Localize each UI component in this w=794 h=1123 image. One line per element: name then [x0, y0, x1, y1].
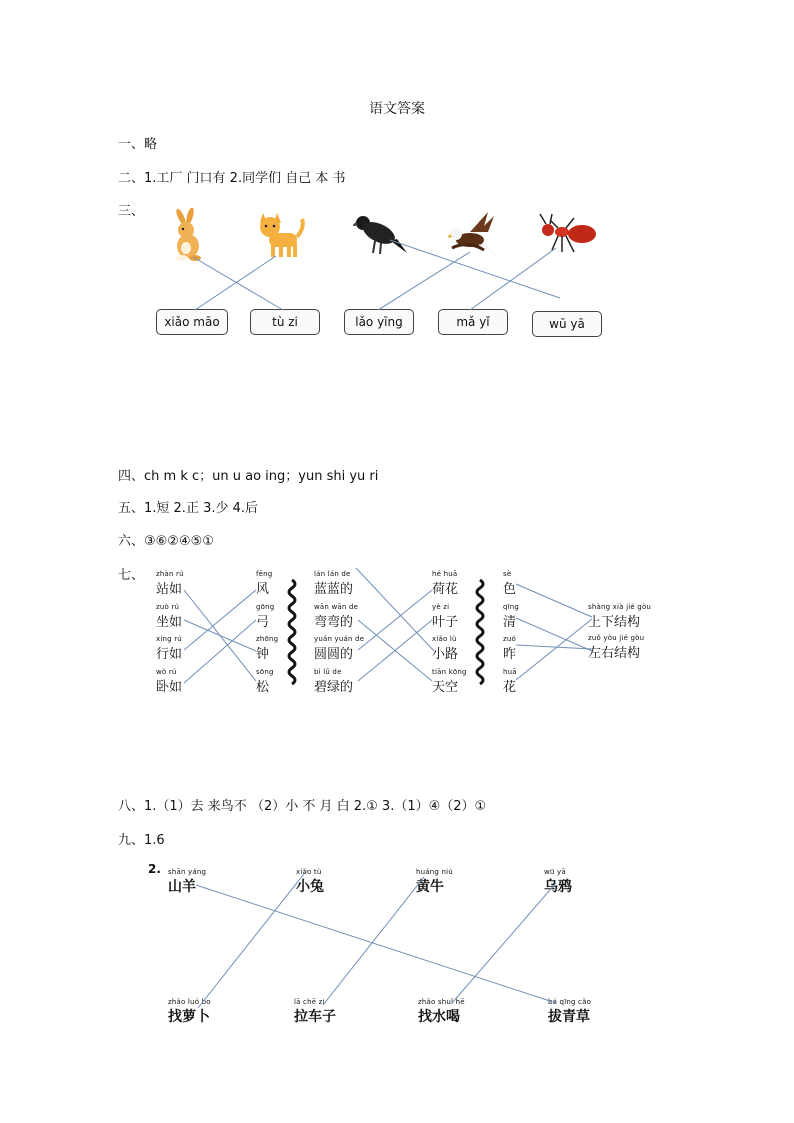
word: 站如: [156, 582, 183, 597]
pinyin: wū yā: [544, 868, 566, 876]
match-line: [184, 620, 256, 683]
word: 碧绿的: [314, 680, 354, 695]
pinyin: hé huā: [432, 570, 458, 578]
match-top-3: [416, 868, 453, 896]
pinyin: xiǎo lù: [432, 635, 457, 643]
word: 拉车子: [294, 1009, 336, 1025]
match-line: [184, 590, 256, 681]
match-line: [198, 870, 307, 1008]
word: 风: [256, 582, 270, 597]
crow-icon: [353, 211, 409, 257]
word: 蓝蓝的: [314, 582, 354, 597]
decorative-divider-icon: [474, 578, 486, 686]
match-line: [452, 883, 556, 1003]
word: 卧如: [156, 680, 183, 695]
pinyin: huáng niú: [416, 868, 453, 876]
match-line: [516, 618, 592, 651]
match-top-1: [168, 868, 206, 896]
pinyin: sè: [503, 570, 512, 578]
pinyin: shān yáng: [168, 868, 207, 876]
match-line: [358, 590, 432, 650]
pinyin: zuò rú: [156, 603, 180, 611]
match-line: [516, 645, 592, 649]
pinyin: zhàn rú: [156, 570, 184, 578]
match-line: [356, 568, 434, 651]
answer-section-1: 一、略: [118, 137, 158, 152]
word: 钟: [256, 647, 270, 662]
match-bottom-2: [294, 998, 336, 1026]
eagle-icon: [448, 210, 502, 260]
word: 小路: [432, 647, 459, 662]
pinyin: bá qīng cǎo: [548, 998, 592, 1006]
pinyin: zuǒ yòu jié gòu: [588, 634, 645, 642]
match-line: [378, 252, 470, 310]
pinyin: wān wān de: [314, 603, 359, 611]
match-line: [184, 590, 256, 650]
match-line: [193, 257, 283, 310]
rabbit-icon: [168, 208, 212, 262]
match-line: [196, 885, 556, 1003]
answer-section-4: 四、ch m k c；un u ao ing；yun shi yu ri: [118, 469, 379, 484]
answer-section-9-sub: 2.: [148, 862, 161, 876]
match-line: [516, 584, 592, 617]
match-bottom-3: [418, 998, 465, 1026]
pinyin: xiǎo tù: [296, 868, 322, 876]
word: 行如: [156, 647, 183, 662]
pinyin: zhǎo shuǐ hē: [418, 998, 465, 1006]
word: 找水喝: [418, 1009, 460, 1025]
pinyin: yè zi: [432, 603, 450, 611]
pinyin-card-4: mǎ yǐ: [438, 309, 508, 335]
answer-section-9-label: 九、1.6: [118, 833, 165, 848]
match-line: [358, 620, 432, 681]
pinyin: qīng: [503, 603, 520, 611]
pinyin: lán lán de: [314, 570, 351, 578]
match-top-2: [296, 868, 324, 896]
pinyin: shàng xià jié gòu: [588, 603, 652, 611]
word: 昨: [503, 647, 517, 662]
pinyin: wò rú: [156, 668, 177, 676]
pinyin-card-5: wū yā: [532, 311, 602, 337]
pinyin-card-2: tù zi: [250, 309, 320, 335]
word: 荷花: [432, 582, 459, 597]
word: 坐如: [156, 615, 183, 630]
match-line: [184, 620, 256, 651]
match-top-4: [544, 868, 572, 896]
word: 弯弯的: [314, 615, 354, 630]
pinyin-card-1: xiǎo māo: [156, 309, 228, 335]
pinyin: gōng: [256, 603, 275, 611]
word: 清: [503, 615, 517, 630]
ant-icon: [538, 212, 602, 256]
answer-section-8: 八、1.（1）去 来鸟不 （2）小 不 月 白 2.① 3.（1）④（2）①: [118, 799, 487, 814]
word: 色: [503, 582, 517, 597]
pinyin: huā: [503, 668, 517, 676]
match-line: [516, 619, 592, 680]
cat-icon: [255, 209, 307, 261]
pinyin: zuó: [503, 635, 516, 643]
word: 小兔: [296, 879, 324, 895]
pinyin: tiān kōng: [432, 668, 467, 676]
word: 黄牛: [416, 879, 444, 895]
answer-section-5: 五、1.短 2.正 3.少 4.后: [118, 501, 259, 516]
pinyin: lā chē zi: [294, 998, 325, 1006]
answer-section-2: 二、1.工厂 门口有 2.同学们 自己 本 书: [118, 171, 346, 186]
match-bottom-4: [548, 998, 591, 1026]
word: 叶子: [432, 615, 459, 630]
answer-section-6: 六、③⑥②④⑤①: [118, 534, 214, 549]
pinyin: fēng: [256, 570, 273, 578]
word: 天空: [432, 680, 459, 695]
pinyin: sōng: [256, 668, 274, 676]
word: 拔青草: [548, 1009, 590, 1025]
pinyin: zhǎo luó bo: [168, 998, 211, 1006]
answer-section-7-label: 七、: [118, 568, 145, 583]
word: 找萝卜: [168, 1009, 210, 1025]
answer-section-3-label: 三、: [118, 204, 145, 219]
word: 圆圆的: [314, 647, 354, 662]
word: 花: [503, 680, 517, 695]
word: 山羊: [168, 879, 196, 895]
pinyin: zhōng: [256, 635, 279, 643]
match-line: [195, 256, 276, 310]
word: 上下结构: [588, 615, 641, 630]
pinyin-card-3: lǎo yīng: [344, 309, 414, 335]
pinyin: bì lǜ de: [314, 668, 342, 676]
match-bottom-1: [168, 998, 211, 1026]
pinyin: yuán yuán de: [314, 635, 365, 643]
word: 乌鸦: [544, 879, 572, 895]
word: 弓: [256, 615, 270, 630]
word: 松: [256, 680, 270, 695]
pinyin: xíng rú: [156, 635, 182, 643]
match-line: [323, 877, 424, 1005]
match-line: [358, 620, 432, 681]
word: 左右结构: [588, 646, 641, 661]
decorative-divider-icon: [286, 578, 298, 686]
page-title: 语文答案: [369, 101, 425, 117]
